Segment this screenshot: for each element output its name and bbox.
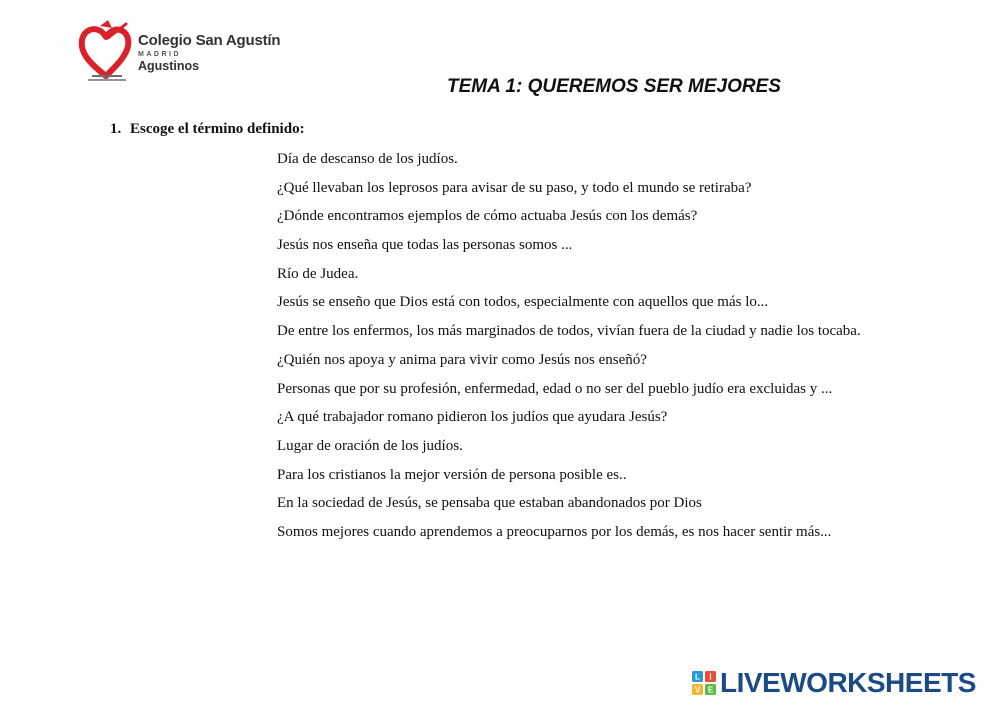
definition-item: En la sociedad de Jesús, se pensaba que estaban abandonados por Dios: [277, 495, 702, 512]
liveworksheets-logo-icon: [692, 671, 716, 695]
icon-letter: V: [694, 685, 701, 695]
question-text: Escoge el término definido:: [130, 121, 305, 137]
logo-text: [138, 32, 280, 73]
definition-item: Somos mejores cuando aprendemos a preocuparnos por los demás, es nos hacer sentir más...: [277, 523, 832, 540]
school-name: Colegio San Agustín: [138, 32, 281, 49]
definition-item: Día de descanso de los judíos.: [277, 151, 458, 167]
definition-item: Lugar de oración de los judíos.: [277, 437, 463, 454]
page-title: TEMA 1: QUEREMOS SER MEJORES: [447, 76, 781, 97]
definition-item: ¿Quién nos apoya y anima para vivir como Jesús nos enseñó?: [277, 351, 647, 368]
definition-item: ¿Dónde encontramos ejemplos de cómo actuaba Jesús con los demás?: [277, 208, 698, 225]
definition-item: ¿Qué llevaban los leprosos para avisar de su paso, y todo el mundo se retiraba?: [277, 179, 752, 196]
definition-item: Personas que por su profesión, enfermedad, edad o no ser del pueblo judío era excluidas y ...: [277, 380, 833, 397]
liveworksheets-text: LIVEWORKSHEETS: [720, 667, 976, 698]
definition-item: Para los cristianos la mejor versión de persona posible es..: [277, 466, 627, 483]
definition-item: De entre los enfermos, los más marginados de todos, vivían fuera de la ciudad y nadie los tocaba.: [277, 323, 861, 340]
liveworksheets-brand: [692, 667, 992, 699]
icon-letter: L: [695, 672, 700, 682]
definition-item: Río de Judea.: [277, 265, 359, 282]
definition-item: Jesús se enseño que Dios está con todos, especialmente con aquellos que más lo...: [277, 294, 769, 311]
icon-letter: E: [707, 685, 714, 695]
school-logo: [78, 18, 298, 84]
icon-letter: I: [709, 672, 712, 682]
school-city: MADRID: [138, 51, 181, 58]
heart-logo-icon: [78, 18, 134, 84]
definition-list: [277, 149, 861, 551]
definition-item: ¿A qué trabajador romano pidieron los judíos que ayudara Jesús?: [277, 409, 668, 426]
question-number: 1.: [110, 121, 122, 137]
question-heading: [110, 121, 305, 138]
school-order: Agustinos: [138, 59, 200, 73]
definition-item: Jesús nos enseña que todas las personas somos ...: [277, 237, 573, 254]
